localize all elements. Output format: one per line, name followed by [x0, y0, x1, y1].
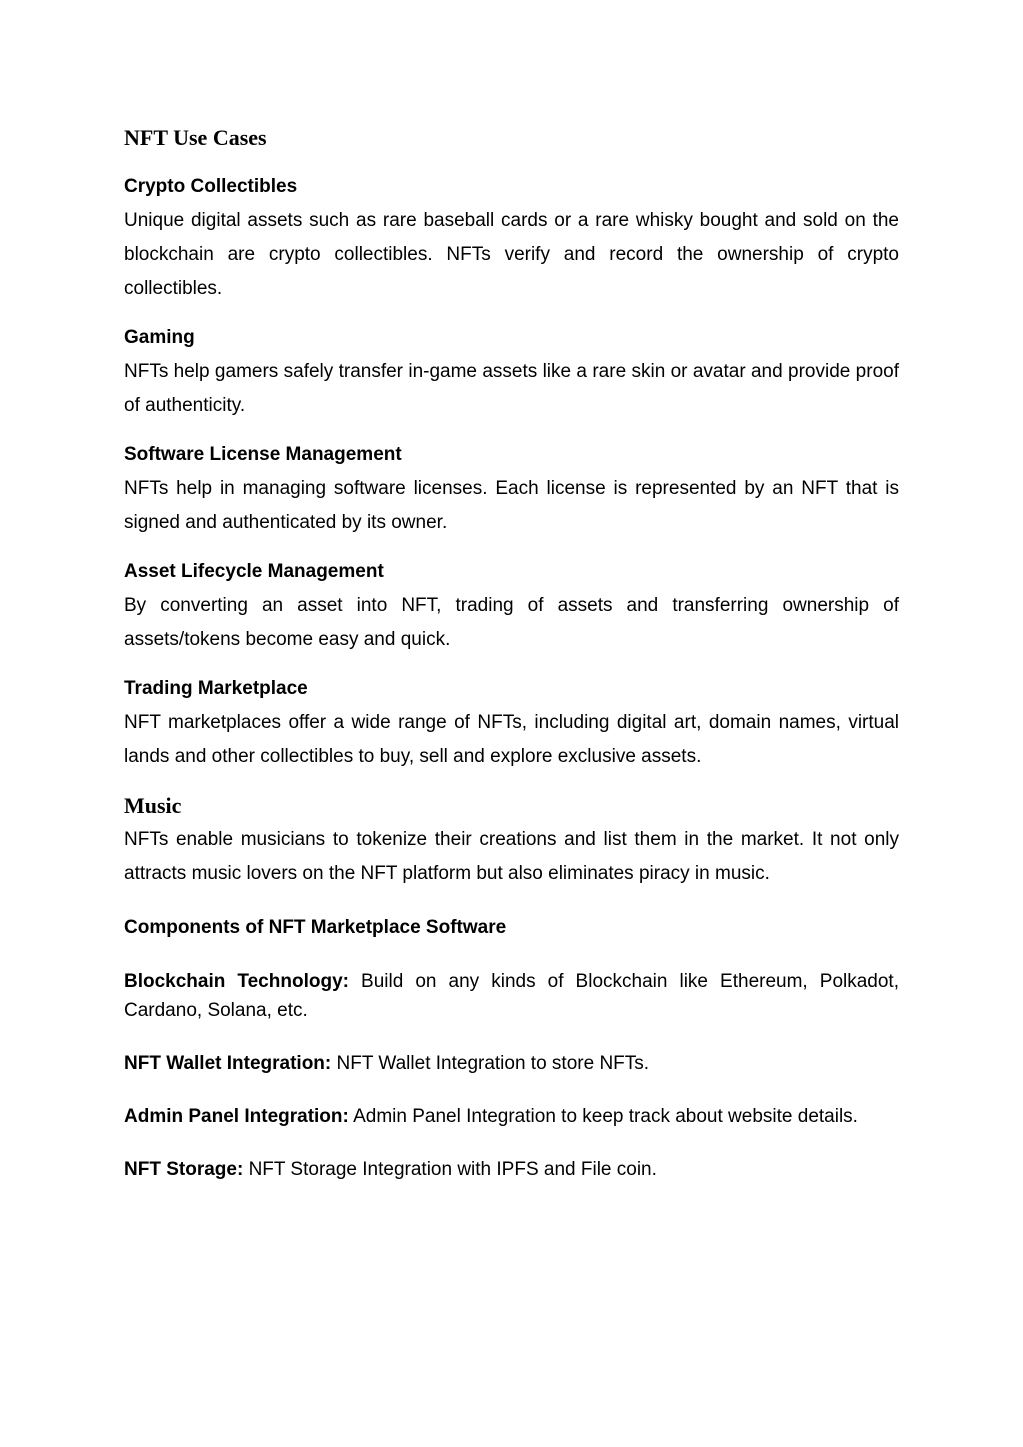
component-label: Blockchain Technology: [124, 971, 349, 992]
section-crypto-collectibles [124, 170, 899, 306]
components-heading: Components of NFT Marketplace Software [124, 917, 507, 938]
section-software-license-management [124, 438, 899, 540]
section-body: NFTs enable musicians to tokenize their creations and list them in the market. It not only attracts music lovers on the NFT platform but also eliminates piracy in music. [124, 829, 899, 884]
component-label: NFT Wallet Integration: [124, 1053, 332, 1074]
section-heading: Asset Lifecycle Management [124, 561, 384, 582]
component-nft-storage [124, 1155, 899, 1184]
component-text: Build on any kinds of Blockchain like Ethereum, Polkadot, Cardano, Solana, etc. [124, 971, 899, 1021]
document-title: NFT Use Cases [124, 125, 267, 150]
section-asset-lifecycle-management [124, 555, 899, 657]
section-heading: Trading Marketplace [124, 678, 308, 699]
component-text: NFT Wallet Integration to store NFTs. [336, 1053, 650, 1074]
component-nft-wallet-integration [124, 1049, 899, 1078]
section-body: NFTs help gamers safely transfer in-game assets like a rare skin or avatar and provide proof of authenticity. [124, 361, 899, 416]
section-body: Unique digital assets such as rare baseball cards or a rare whisky bought and sold on the blockchain are crypto collectibles. NFTs verify and record the ownership of crypto collectibles. [124, 210, 899, 299]
section-heading: Gaming [124, 327, 195, 348]
section-music [124, 789, 899, 891]
section-heading: Software License Management [124, 444, 402, 465]
section-body: By converting an asset into NFT, trading of assets and transferring ownership of assets/tokens become easy and quick. [124, 595, 899, 650]
section-body: NFTs help in managing software licenses. Each license is represented by an NFT that is signed and authenticated by its owner. [124, 478, 899, 533]
component-label: NFT Storage: [124, 1159, 244, 1180]
section-heading: Crypto Collectibles [124, 176, 298, 197]
section-trading-marketplace [124, 672, 899, 774]
document-page [124, 120, 899, 1208]
component-text: Admin Panel Integration to keep track about website details. [353, 1106, 858, 1127]
component-label: Admin Panel Integration: [124, 1106, 349, 1127]
section-heading: Music [124, 793, 182, 818]
component-admin-panel-integration [124, 1102, 899, 1131]
section-body: NFT marketplaces offer a wide range of NFTs, including digital art, domain names, virtual lands and other collectibles to buy, sell and explore exclusive assets. [124, 712, 899, 767]
component-blockchain-technology [124, 967, 899, 1025]
component-text: NFT Storage Integration with IPFS and File coin. [248, 1159, 657, 1180]
section-gaming [124, 321, 899, 423]
